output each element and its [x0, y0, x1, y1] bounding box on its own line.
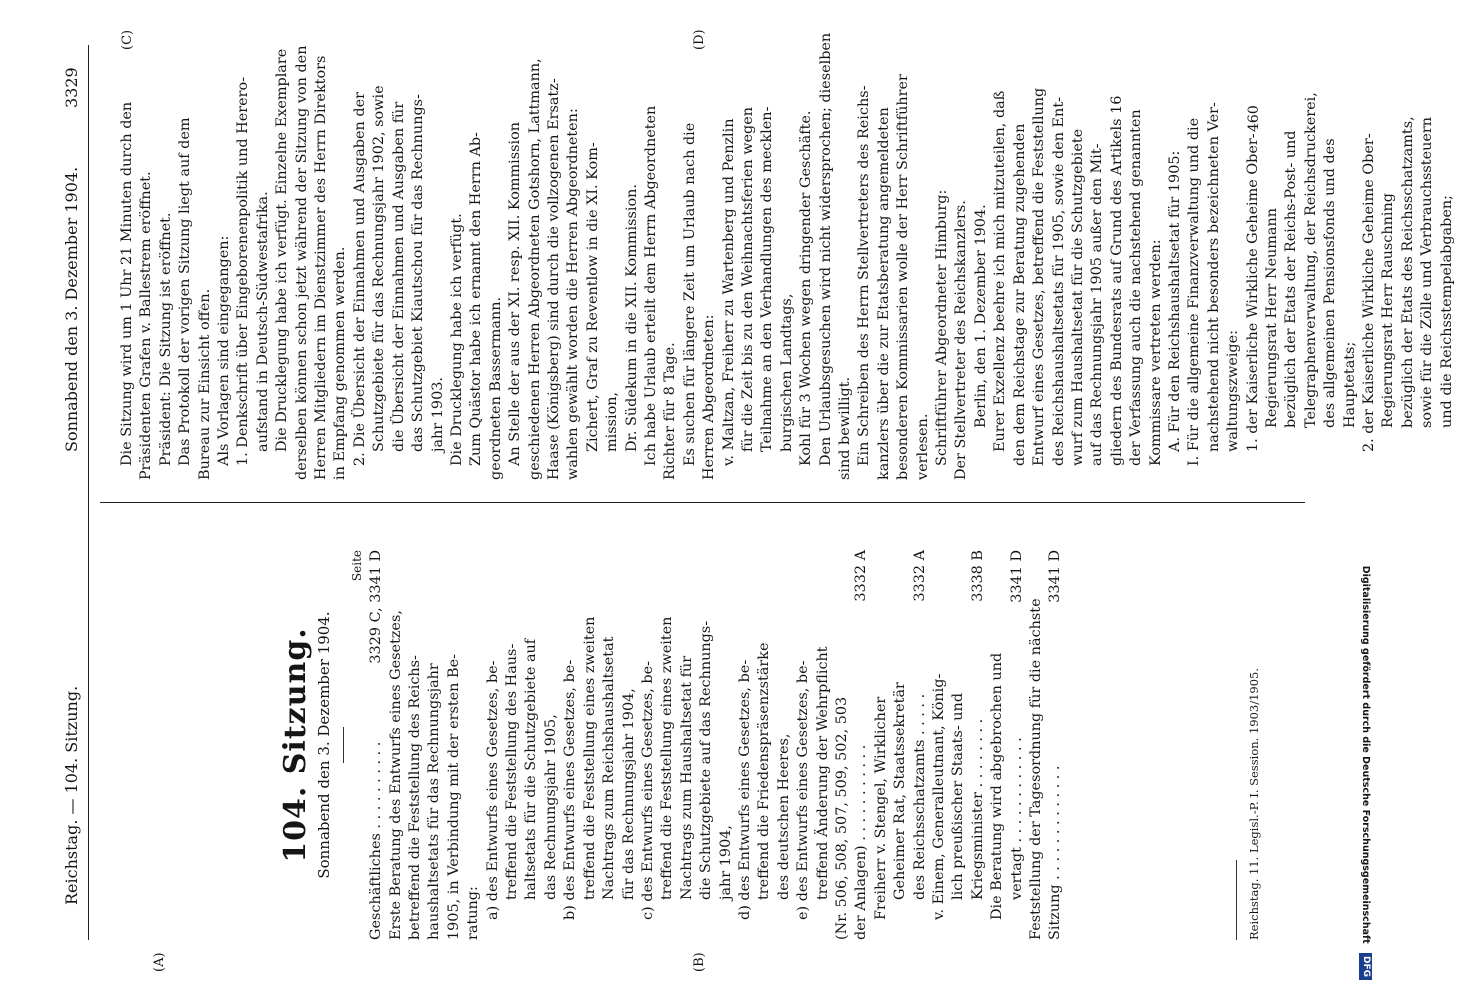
- proceedings-line: Zichert, Graf zu Reventlow in die XI. Kom-: [584, 142, 601, 452]
- margin-letter-c: (C): [120, 29, 135, 50]
- toc-entry: [969, 550, 988, 940]
- digitization-credit-text: Digitalisierung gefördert durch die Deutsche Forschungsgemeinschaft: [1360, 565, 1371, 944]
- proceedings-line: sind bewilligt.: [837, 376, 854, 480]
- toc-entry: [425, 550, 444, 940]
- toc-entry: [445, 550, 464, 940]
- title-rule: [343, 727, 344, 763]
- toc-entry: [484, 550, 503, 940]
- proceedings-line: bezüglich der Etats des Reichsschatzamts,: [1399, 116, 1416, 428]
- proceedings-line: Schutzgebiete für das Rechnungsjahr 1902, sowie: [371, 85, 388, 452]
- proceedings-line: derselben können schon jetzt während der Sitzung von den: [293, 45, 310, 480]
- toc-entry: [503, 550, 522, 940]
- margin-letter-b: (B): [692, 952, 707, 972]
- running-header-left: Reichstag. — 104. Sitzung.: [62, 685, 81, 905]
- toc-entry-text: treffend Änderung der Wehrpflicht: [814, 646, 831, 900]
- table-of-contents: [367, 550, 1066, 940]
- proceedings-line: für die Zeit bis zu den Weihnachtsferien wegen: [740, 106, 756, 452]
- toc-entry: [717, 550, 736, 940]
- proceedings-line: 1. Denkschrift über Eingeborenenpolitik und Herero-: [235, 76, 252, 466]
- toc-entry-text: e) des Entwurfs eines Gesetzes, be-: [795, 660, 812, 920]
- toc-entry-text: vertagt . . . . . . . . . . . .: [1008, 737, 1025, 900]
- toc-entry-page: 3341 D: [1008, 550, 1025, 603]
- proceedings-line: waltungszweige:: [1225, 329, 1242, 452]
- toc-entry: [406, 550, 425, 940]
- proceedings-line: Als Vorlagen sind eingegangen:: [216, 235, 233, 466]
- dfg-logo: DFG: [1359, 953, 1372, 980]
- toc-entry: [988, 550, 1007, 940]
- toc-entry-text: a) des Entwurfs eines Gesetzes, be-: [484, 660, 501, 920]
- proceedings-line: 2. der Kaiserliche Wirkliche Geheime Ober-: [1361, 133, 1377, 452]
- proceedings-line: nachstehend nicht besonders bezeichneten Ver-: [1205, 102, 1222, 452]
- proceedings-line: Ein Schreiben des Herrn Stellvertreters des Reichs-: [856, 85, 873, 466]
- toc-entry: [561, 550, 580, 940]
- proceedings-line: Der Stellvertreter des Reichskanzlers.: [953, 200, 970, 480]
- proceedings-line: den dem Reichstage zur Beratung zugehenden: [1011, 123, 1028, 466]
- proceedings-line: Hauptetats;: [1341, 341, 1358, 428]
- proceedings-line: Entwurf eines Gesetzes, betreffend die Feststellung: [1031, 87, 1048, 466]
- proceedings-line: 2. Die Übersicht der Einnahmen und Ausgaben der: [351, 92, 368, 466]
- proceedings-line: verlesen.: [914, 413, 931, 480]
- margin-letter-a: (A): [152, 952, 167, 972]
- toc-entry: [911, 550, 930, 940]
- proceedings-line: des Reichshaushaltsetats für 1905, sowie den Ent-: [1050, 97, 1067, 466]
- proceedings-line: die Übersicht der Einnahmen und Ausgaben für: [390, 101, 407, 452]
- toc-entry-text: Geheimer Rat, Staatssekretär: [892, 682, 909, 900]
- proceedings-line: A. Für den Reichshaushaltsetat für 1905:: [1166, 150, 1183, 452]
- proceedings-line: Kommissare vertreten werden:: [1147, 239, 1164, 466]
- toc-entry-page: 3329 C, 3341 D: [368, 550, 385, 664]
- margin-letter-d: (D): [692, 29, 707, 50]
- toc-entry-text: haltsetats für die Schutzgebiete auf: [523, 638, 540, 900]
- column-divider: [100, 502, 1305, 503]
- toc-entry-text: treffend die Feststellung eines zweiten: [659, 616, 676, 900]
- toc-entry-page: 3332 A: [911, 550, 928, 602]
- toc-entry-text: Freiherr v. Stengel, Wirklicher: [872, 696, 889, 920]
- proceedings-line: wahlen gewählt worden die Herren Abgeordneten:: [565, 108, 582, 480]
- toc-entry-text: treffend die Friedenspräsenzstärke: [756, 642, 773, 900]
- toc-entry-page: 3338 B: [969, 550, 986, 602]
- proceedings-line: der Verfassung auch die nachstehend genannten: [1128, 109, 1145, 466]
- seite-label: Seite: [349, 550, 364, 582]
- toc-entry-text: des Reichsschatzamts . . . . .: [911, 693, 928, 900]
- toc-entry: [600, 550, 619, 940]
- proceedings-line: I. Für die allgemeine Finanzverwaltung und die: [1186, 117, 1203, 466]
- proceedings-line: Bureau zur Einsicht offen.: [196, 288, 213, 480]
- proceedings-line: Telegraphenverwaltung, der Reichsdruckerei,: [1302, 92, 1319, 428]
- toc-entry-text: Geschäftliches . . . . . . . . . .: [368, 741, 385, 940]
- toc-entry: [930, 550, 949, 940]
- proceedings-line: aufstand in Deutsch-Südwestafrika.: [254, 191, 271, 452]
- proceedings-line: Den Urlaubsgesuchen wird nicht widersprochen; dieselben: [817, 32, 834, 466]
- toc-entry-text: lich preußischer Staats- und: [950, 692, 967, 900]
- session-date: Sonnabend den 3. Dezember 1904.: [315, 611, 334, 879]
- toc-entry: [697, 550, 716, 940]
- proceedings-line: Ich habe Urlaub erteilt dem Herrn Abgeordneten: [642, 105, 659, 466]
- toc-entry: [367, 550, 386, 940]
- proceedings-line: Dr. Südekum in die XII. Kommission.: [623, 184, 640, 452]
- toc-entry-text: betreffend die Feststellung des Reichs-: [407, 655, 424, 940]
- toc-entry: [736, 550, 755, 940]
- toc-entry-text: b) des Entwurfs eines Gesetzes, be-: [562, 659, 579, 920]
- proceedings-line: burgischen Landtags,: [778, 293, 795, 452]
- toc-entry: [1008, 550, 1027, 940]
- proceedings-line: Zum Quästor habe ich ernannt den Herrn Ab-: [468, 132, 485, 466]
- toc-entry-text: Nachtrags zum Reichshaushaltsetat: [601, 636, 618, 900]
- proceedings-line: jahr 1903.: [429, 377, 446, 452]
- proceedings-line: Regierungsrat Herr Rauschning: [1380, 193, 1397, 428]
- proceedings-line: Schriftführer Abgeordneter Himburg:: [934, 189, 951, 466]
- proceedings-line: bezüglich der Etats der Reichs-Post- und: [1283, 130, 1300, 428]
- toc-entry-text: treffend die Feststellung eines zweiten: [581, 616, 598, 900]
- toc-entry-page: 3341 D: [1047, 550, 1064, 603]
- proceedings-line: Das Protokoll der vorigen Sitzung liegt auf dem: [177, 117, 194, 466]
- digitization-credit: [1350, 10, 1380, 990]
- proceedings-line: Herren Mitgliedern im Dienstzimmer des Herrn Direktors: [313, 55, 330, 480]
- proceedings-line: wurf zum Haushaltsetat für die Schutzgebiete: [1069, 128, 1086, 466]
- proceedings-line: Präsidenten Grafen v. Ballestrem eröffnet.: [138, 171, 155, 480]
- proceedings-line: auf das Rechnungsjahr 1905 außer den Mit-: [1089, 143, 1106, 466]
- proceedings-line: Berlin, den 1. Dezember 1904.: [972, 204, 989, 428]
- toc-entry-text: (Nr. 506, 508, 507, 509, 502, 503: [833, 696, 850, 940]
- toc-entry-text: Erste Beratung des Entwurfs eines Gesetzes,: [387, 610, 404, 940]
- toc-entry-text: 1905, in Verbindung mit der ersten Be-: [445, 654, 462, 940]
- proceedings-line: Teilnahme an den Verhandlungen des mecklen-: [759, 106, 776, 452]
- toc-entry: [872, 550, 891, 940]
- toc-entry: [581, 550, 600, 940]
- left-column-contents: [118, 550, 1066, 940]
- toc-entry: [464, 550, 483, 940]
- digitization-credit-text-wrap: [1350, 10, 1380, 990]
- toc-entry-text: d) des Entwurfs eines Gesetzes, be-: [736, 659, 753, 920]
- proceedings-line: Präsident: Die Sitzung ist eröffnet.: [157, 212, 174, 466]
- proceedings-line: Regierungsrat Herr Neumann: [1263, 207, 1280, 428]
- proceedings-line: das Schutzgebiet Kiautschou für das Rechnungs-: [410, 94, 427, 452]
- toc-entry: [949, 550, 968, 940]
- proceedings-line: Eurer Exzellenz beehre ich mich mitzuteilen, daß: [992, 90, 1009, 452]
- toc-entry: [1046, 550, 1065, 940]
- toc-entry-text: v. Einem, Generalleutnant, König-: [931, 673, 947, 920]
- proceedings-line: geschiedenen Herren Abgeordneten Gotshorn, Lattmann,: [526, 58, 543, 480]
- toc-entry: [814, 550, 833, 940]
- toc-entry: [522, 550, 541, 940]
- toc-entry-text: die Schutzgebiete auf das Rechnungs-: [698, 620, 715, 900]
- session-title: 104. Sitzung.: [278, 627, 313, 863]
- proceedings-line: geordneten Bassermann.: [487, 296, 504, 480]
- toc-entry-text: des deutschen Heeres,: [775, 733, 792, 900]
- toc-entry-text: Kriegsminister . . . . . . . .: [969, 718, 986, 900]
- proceedings-line: sowie für die Zölle und Verbrauchssteuern: [1419, 116, 1436, 428]
- proceedings-line: Herren Abgeordneten:: [701, 314, 718, 480]
- header-rule: [88, 45, 89, 940]
- toc-entry-text: Die Beratung wird abgebrochen und: [989, 652, 1006, 920]
- proceedings-line: gliedern des Bundesrats auf Grund des Artikels 16: [1108, 95, 1125, 466]
- toc-entry: [852, 550, 871, 940]
- toc-entry: [775, 550, 794, 940]
- toc-entry-text: der Anlagen) . . . . . . . . . . .: [853, 744, 870, 940]
- proceedings-line: Richter für 8 Tage.: [662, 342, 679, 480]
- footer-rule: [1236, 860, 1237, 940]
- signature-number: 460: [1246, 105, 1262, 132]
- proceedings-line: Es suchen für längere Zeit um Urlaub nach die: [681, 122, 698, 466]
- toc-entry: [1027, 550, 1046, 940]
- toc-entry: [755, 550, 774, 940]
- toc-entry-text: Feststellung der Tagesordnung für die nächste: [1028, 598, 1045, 940]
- toc-entry-text: treffend die Feststellung des Haus-: [504, 643, 521, 900]
- toc-entry-text: jahr 1904,: [717, 825, 734, 900]
- toc-entry-text: für das Rechnungsjahr 1904,: [620, 688, 637, 900]
- toc-entry: [620, 550, 639, 940]
- toc-entry-text: Nachtrags zum Haushaltsetat für: [678, 655, 695, 900]
- toc-entry-text: Sitzung . . . . . . . . . . . . .: [1047, 765, 1064, 940]
- proceedings-line: Die Drucklegung habe ich verfügt. Einzelne Exemplare: [274, 48, 291, 452]
- toc-entry: [387, 550, 406, 940]
- proceedings-line: Haase (Königsberg) sind durch die vollzogenen Ersatz-: [545, 78, 562, 480]
- toc-entry-text: c) des Entwurfs eines Gesetzes, be-: [639, 660, 656, 920]
- proceedings-line: Die Drucklegung habe ich verfügt.: [448, 213, 465, 466]
- proceedings-line: An Stelle der aus der XI. resp. XII. Kommission: [507, 121, 524, 466]
- proceedings-line: 1. der Kaiserliche Wirkliche Geheime Ober-: [1244, 133, 1261, 452]
- proceedings-line: Kohl für 3 Wochen wegen dringender Geschäfte.: [798, 110, 815, 466]
- toc-entry-text: das Rechnungsjahr 1905,: [542, 714, 559, 900]
- proceedings-line: besonderen Kommissarien wolle der Herr Schriftführer: [895, 74, 912, 480]
- toc-entry: [542, 550, 561, 940]
- proceedings-line: des allgemeinen Pensionsfonds und des: [1322, 138, 1339, 428]
- running-header-date: Sonnabend den 3. Dezember 1904.: [62, 166, 81, 452]
- proceedings-line: und die Reichsstempelabgaben;: [1438, 195, 1455, 428]
- footer-legislature: Reichstag. 11. Legisl.-P. I. Session. 1903/1905.: [1247, 667, 1261, 940]
- proceedings-line: v. Maltzan, Freiherr zu Wartenberg und Penzlin: [720, 118, 737, 466]
- toc-entry: [678, 550, 697, 940]
- toc-entry: [891, 550, 910, 940]
- page-number: 3329: [62, 67, 81, 108]
- proceedings-line: in Empfang genommen werden.: [332, 246, 349, 480]
- toc-entry: [658, 550, 677, 940]
- proceedings-line: Die Sitzung wird um 1 Uhr 21 Minuten durch den: [119, 101, 135, 466]
- proceedings-line: kanzlers über die zur Etatsberatung angemeldeten: [875, 107, 892, 480]
- proceedings-line: mission,: [604, 391, 621, 452]
- toc-entry-page: 3332 A: [853, 550, 870, 602]
- toc-entry: [639, 550, 658, 940]
- toc-entry-text: ratung:: [465, 886, 482, 940]
- toc-entry-text: haushaltsetats für das Rechnungsjahr: [426, 663, 443, 940]
- toc-entry: [794, 550, 813, 940]
- toc-entry: [833, 550, 852, 940]
